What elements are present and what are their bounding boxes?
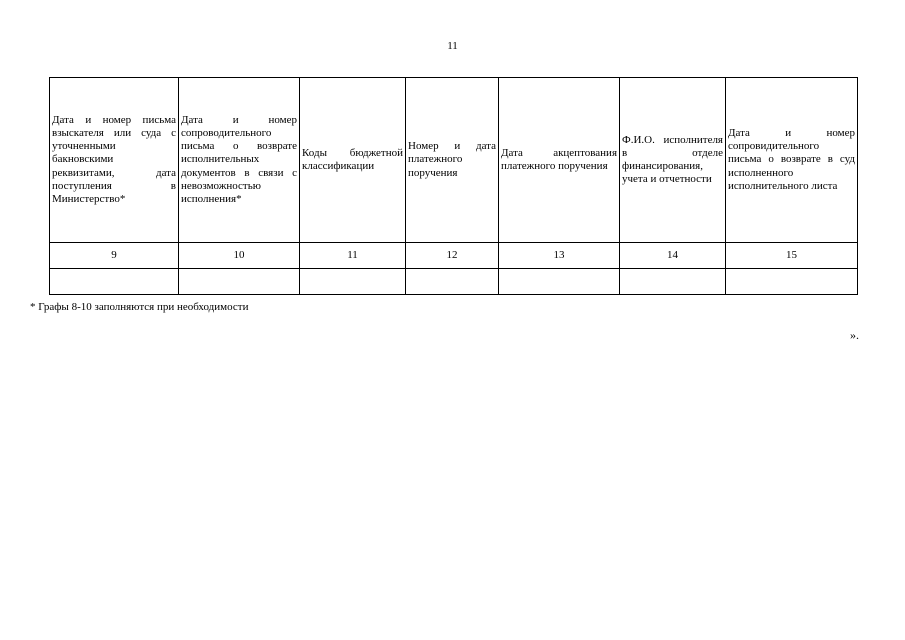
column-number: 13 bbox=[499, 243, 620, 269]
table-cell bbox=[726, 269, 858, 295]
column-number: 10 bbox=[179, 243, 300, 269]
register-table bbox=[49, 77, 858, 295]
table-cell bbox=[499, 269, 620, 295]
column-header: Ф.И.О. исполнителя в отделе финансирования, учета и отчетности bbox=[620, 78, 726, 243]
column-header: Коды бюджетной классификации bbox=[300, 78, 406, 243]
table-header-row bbox=[50, 78, 858, 243]
table-cell bbox=[406, 269, 499, 295]
page-number: 11 bbox=[447, 40, 458, 52]
table-cell bbox=[620, 269, 726, 295]
table-cell bbox=[300, 269, 406, 295]
column-header: Дата акцептования платежного поручения bbox=[499, 78, 620, 243]
column-header: Дата и номер сопроводительного письма о возврате исполнительных документов в связи с невозможностью исполнения* bbox=[179, 78, 300, 243]
column-header: Номер и дата платежного поручения bbox=[406, 78, 499, 243]
table-cell bbox=[50, 269, 179, 295]
table-cell bbox=[179, 269, 300, 295]
column-number: 12 bbox=[406, 243, 499, 269]
column-number-row bbox=[50, 243, 858, 269]
column-number: 15 bbox=[726, 243, 858, 269]
closing-quote: ». bbox=[850, 328, 859, 342]
column-header: Дата и номер письма взыскателя или суда с уточненными бакновскими реквизитами, дата поступления в Министерство* bbox=[50, 78, 179, 243]
column-number: 14 bbox=[620, 243, 726, 269]
column-header: Дата и номер сопровидительного письма о возврате в суд исполненного исполнительного листа bbox=[726, 78, 858, 243]
column-number: 9 bbox=[50, 243, 179, 269]
table-row bbox=[50, 269, 858, 295]
footnote: * Графы 8-10 заполняются при необходимости bbox=[30, 301, 249, 313]
column-number: 11 bbox=[300, 243, 406, 269]
